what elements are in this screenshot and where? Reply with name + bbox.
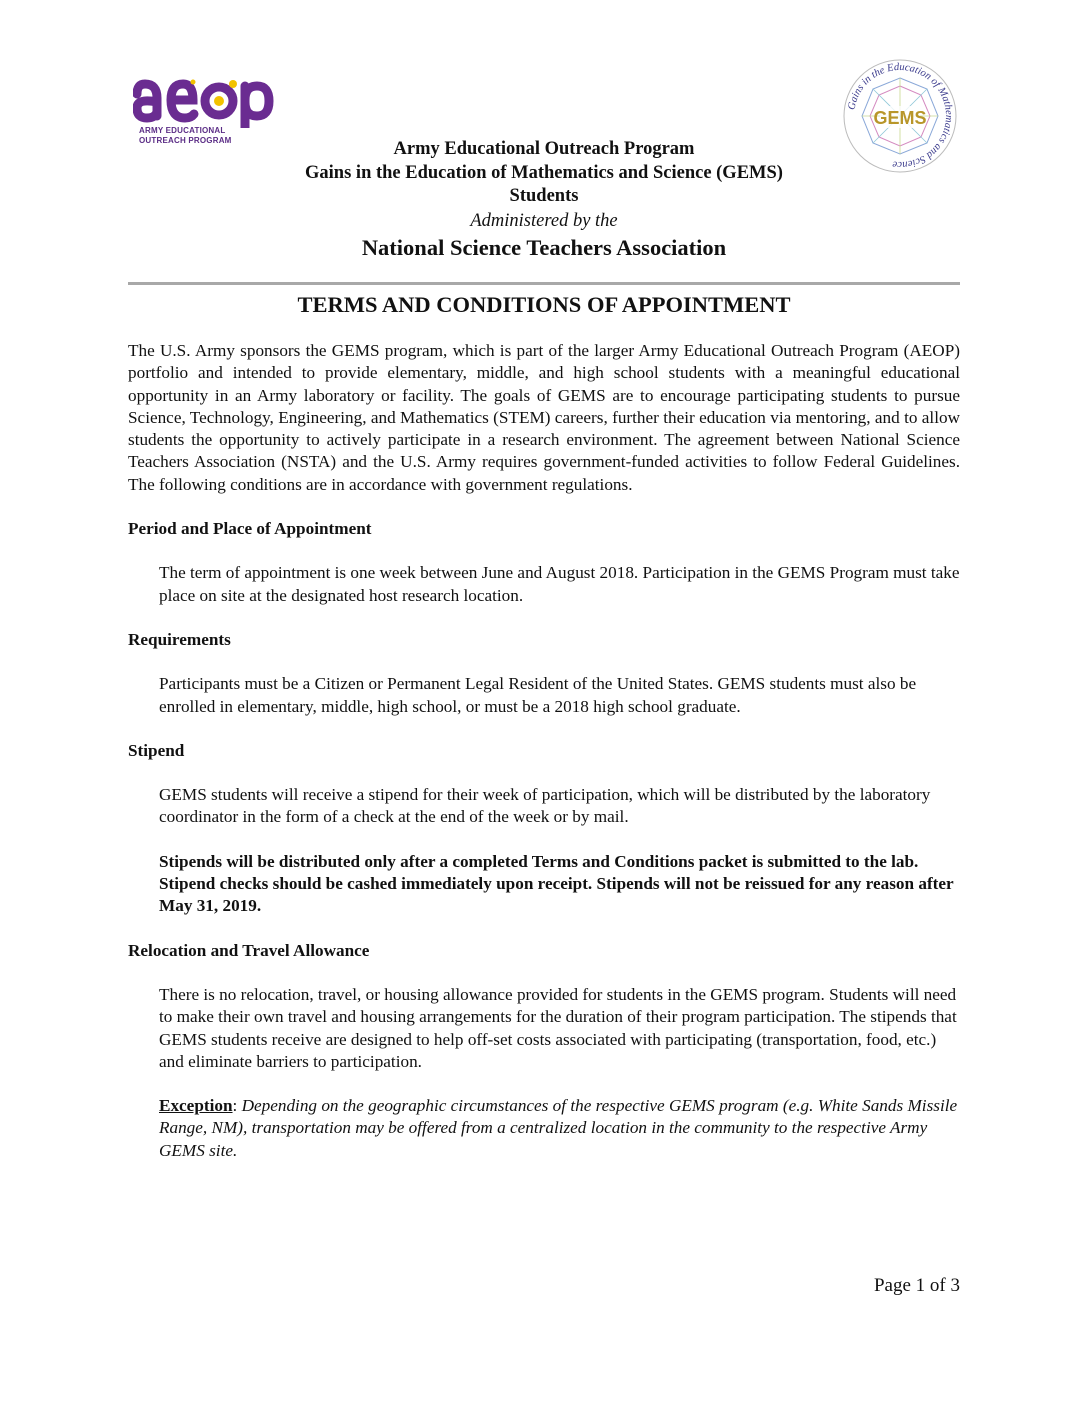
aeop-logo-mark: [133, 72, 275, 128]
section-body-requirements: Participants must be a Citizen or Permanent Legal Resident of the United States. GEMS students must also be enrolled in elementary, middle, high school, or must be a 2018 high school graduate.: [159, 674, 917, 716]
header-program: Army Educational Outreach Program: [393, 139, 695, 159]
document-body: [128, 340, 960, 1184]
exception-text: Depending on the geographic circumstances of the respective GEMS program (e.g. White Sands Missile Range, NM), transportation may be offered from a centralized location in the community to the respective Army GEMS site.: [159, 1096, 958, 1160]
page-number: Page 1 of 3: [873, 1275, 960, 1296]
section-heading-period: Period and Place of Appointment: [128, 519, 372, 539]
relocation-exception: [128, 1095, 960, 1162]
section-body-period: The term of appointment is one week between June and August 2018. Participation in the GEMS Program must take place on site at the designated host research location.: [159, 563, 960, 605]
exception-colon: :: [232, 1096, 242, 1116]
section-heading-requirements: Requirements: [128, 629, 231, 649]
exception-label: Exception: [159, 1096, 233, 1116]
aeop-subtitle-line2: OUTREACH PROGRAM: [139, 136, 232, 145]
section-body-stipend: GEMS students will receive a stipend for their week of participation, which will be distributed by the laboratory coordinator in the form of a check at the end of the week or by mail.: [159, 785, 931, 827]
header-gems: Gains in the Education of Mathematics and Science (GEMS): [305, 162, 783, 183]
aeop-subtitle-line1: ARMY EDUCATIONAL: [139, 126, 226, 135]
section-body-relocation: There is no relocation, travel, or housing allowance provided for students in the GEMS program. Students will need to make their own travel and housing arrangements for the duration of their program participation. The stipends that GEMS students receive are designed to help off-set costs associated with participating (transportation, food, etc.) and eliminate barriers to participation.: [159, 984, 957, 1071]
header-students: Students: [509, 186, 579, 206]
stipend-note: Stipends will be distributed only after a completed Terms and Conditions packet is submitted to the lab. Stipend checks should be cashed immediately upon receipt. Stipends will not be reissued for any reason after May 31, 2019.: [159, 851, 954, 916]
document-title: TERMS AND CONDITIONS OF APPOINTMENT: [297, 292, 791, 317]
document-header: [128, 138, 960, 263]
intro-paragraph: The U.S. Army sponsors the GEMS program, which is part of the larger Army Educational Outreach Program (AEOP) portfolio and intended to provide elementary, middle, and high school students with a meaningful educational opportunity in an Army laboratory or facility. The goals of GEMS are to encourage participating students to pursue Science, Technology, Engineering, and Mathematics (STEM) careers, further their education via mentoring, and to allow students the opportunity to actively participate in a research environment. The agreement between National Science Teachers Association (NSTA) and the U.S. Army requires government-funded activities to follow Federal Guidelines. The following conditions are in accordance with government regulations.: [128, 341, 960, 494]
section-heading-stipend: Stipend: [128, 740, 185, 760]
header-nsta: National Science Teachers Association: [361, 234, 727, 260]
header-administered: Administered by the: [470, 210, 618, 231]
header-divider: [128, 282, 960, 285]
gems-ring-text: Gains in the Education of Mathematics and Science: [846, 61, 955, 171]
gems-center-text: GEMS: [873, 108, 927, 128]
section-heading-relocation: Relocation and Travel Allowance: [128, 940, 370, 960]
